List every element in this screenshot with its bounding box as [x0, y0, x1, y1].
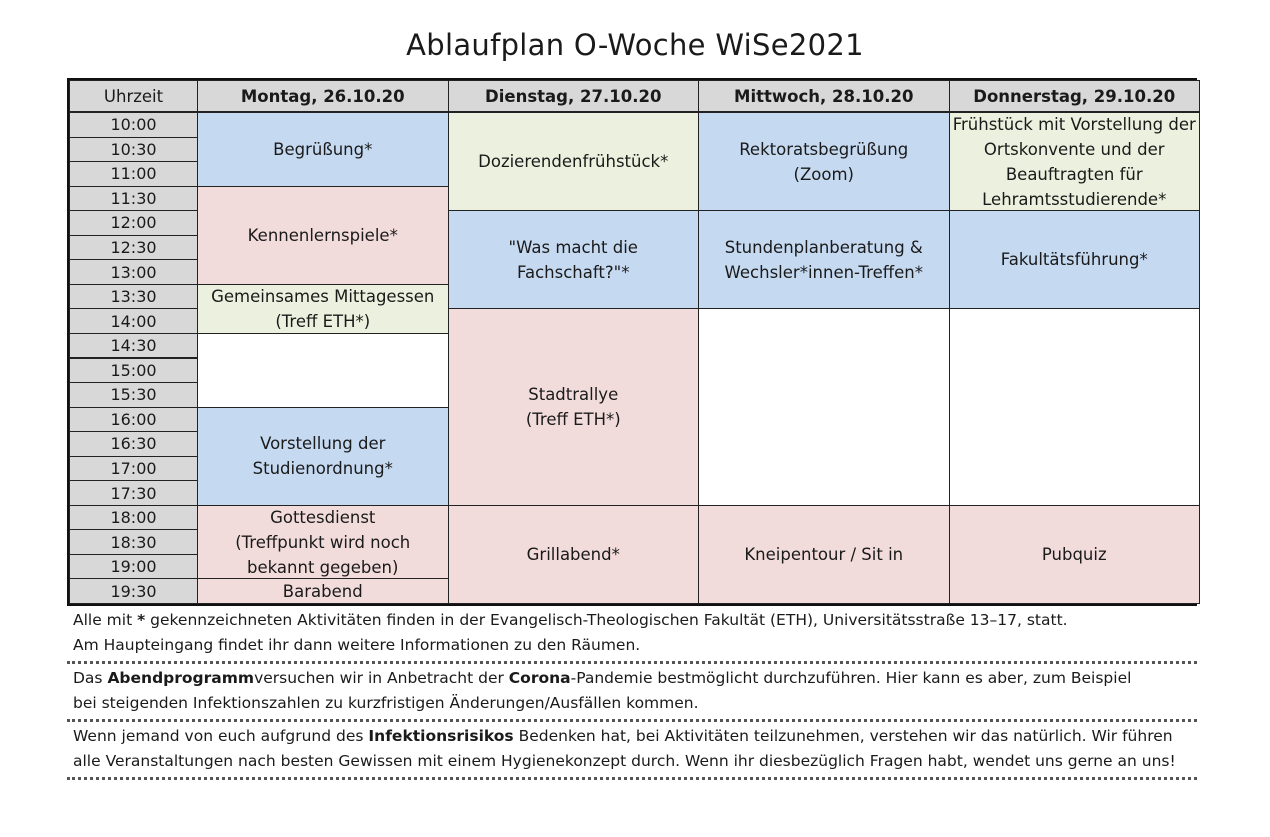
time-slot	[69, 358, 198, 384]
time-slot	[69, 235, 198, 261]
event-cell-label: Begrüßung*	[273, 139, 373, 159]
event-cell-label: Rektoratsbegrüßung (Zoom)	[739, 139, 909, 184]
time-slot-label: 18:30	[110, 532, 157, 552]
time-slot	[69, 431, 198, 457]
time-slot-label: 11:30	[110, 188, 157, 208]
event-cell	[949, 505, 1201, 604]
note-text: Alle mit	[73, 611, 138, 629]
event-cell-label: Barabend	[282, 581, 363, 601]
time-slot	[69, 578, 198, 604]
time-slot	[69, 382, 198, 408]
event-cell-label: Frühstück mit Vorstellung der Ortskonvente und der Beauftragten für Lehramtsstudierende*	[952, 114, 1196, 209]
day-header-0-label: Montag, 26.10.20	[240, 86, 405, 106]
note-text: Am Haupteingang findet ihr dann weitere Informationen zu den Räumen.	[73, 636, 641, 654]
event-cell	[949, 112, 1201, 211]
note-infektionsrisiko	[67, 722, 1197, 780]
event-cell	[197, 505, 449, 580]
time-slot	[69, 210, 198, 236]
time-slot-label: 17:30	[110, 483, 157, 503]
note-text: -Pandemie bestmöglicht durchzuführen. Hier kann es aber, zum Beispiel	[570, 669, 1132, 687]
event-cell	[448, 112, 700, 211]
event-cell	[698, 210, 950, 309]
time-slot-label: 13:30	[110, 287, 157, 307]
time-slot	[69, 480, 198, 506]
day-header-2	[698, 80, 950, 112]
event-cell-label: Fakultätsführung*	[1000, 250, 1148, 270]
time-slot	[69, 112, 198, 138]
event-cell-label: Vorstellung der Studienordnung*	[252, 434, 393, 479]
event-cell-label: Grillabend*	[526, 544, 620, 564]
note-text: Das	[73, 669, 108, 687]
time-slot-label: 18:00	[110, 508, 157, 528]
note-bold: Infektionsrisikos	[368, 727, 514, 745]
event-cell	[197, 186, 449, 285]
note-bold: Corona	[508, 669, 571, 687]
time-slot-label: 15:30	[110, 385, 157, 405]
time-slot	[69, 407, 198, 433]
day-header-3-label: Donnerstag, 29.10.20	[973, 86, 1176, 106]
time-slot	[69, 259, 198, 285]
day-header-0	[197, 80, 449, 112]
event-cell-label: Stundenplanberatung & Wechsler*innen-Treffen*	[724, 237, 923, 282]
event-cell-label: "Was macht die Fachschaft?"*	[508, 237, 638, 282]
time-slot-label: 16:30	[110, 434, 157, 454]
event-cell	[197, 333, 449, 408]
event-cell-label: Gemeinsames Mittagessen (Treff ETH*)	[211, 286, 435, 331]
event-cell	[698, 112, 950, 211]
time-slot-label: 11:00	[110, 164, 157, 184]
event-cell-label: Gottesdienst (Treffpunkt wird noch bekannt gegeben)	[235, 507, 411, 577]
time-slot-label: 15:00	[110, 360, 157, 380]
time-slot-label: 13:00	[110, 262, 157, 282]
event-cell-label: Dozierendenfrühstück*	[478, 152, 669, 172]
time-slot	[69, 284, 198, 310]
note-abendprogramm	[67, 664, 1197, 722]
time-slot	[69, 137, 198, 163]
time-slot-label: 12:30	[110, 238, 157, 258]
event-cell-label: Pubquiz	[1041, 544, 1107, 564]
day-header-3	[949, 80, 1201, 112]
time-slot	[69, 529, 198, 555]
time-slot-label: 17:00	[110, 458, 157, 478]
event-cell	[698, 505, 950, 604]
event-cell	[949, 308, 1201, 505]
time-slot-label: 14:00	[110, 311, 157, 331]
schedule-table	[67, 78, 1197, 606]
note-bold: Abendprogramm	[107, 669, 255, 687]
time-slot	[69, 456, 198, 482]
note-text: Wenn jemand von euch aufgrund des	[73, 727, 369, 745]
time-column-header-label: Uhrzeit	[103, 86, 164, 106]
time-slot-label: 19:00	[110, 557, 157, 577]
event-cell	[448, 210, 700, 309]
time-slot-label: 10:00	[110, 115, 157, 135]
event-cell	[197, 284, 449, 334]
notes-section	[67, 606, 1197, 780]
note-eth-location	[67, 606, 1197, 664]
time-slot	[69, 554, 198, 580]
day-header-1	[448, 80, 700, 112]
time-slot	[69, 308, 198, 334]
event-cell	[448, 308, 700, 505]
note-asterisk: *	[137, 611, 146, 629]
day-header-1-label: Dienstag, 27.10.20	[485, 86, 662, 106]
time-slot-label: 12:00	[110, 213, 157, 233]
event-cell	[949, 210, 1201, 309]
time-slot-label: 19:30	[110, 581, 157, 601]
time-slot-label: 14:30	[110, 336, 157, 356]
day-header-2-label: Mittwoch, 28.10.20	[734, 86, 914, 106]
time-slot	[69, 333, 198, 359]
event-cell-label: Kneipentour / Sit in	[744, 544, 904, 564]
event-cell-label: Kennenlernspiele*	[247, 225, 398, 245]
time-slot-label: 10:30	[110, 139, 157, 159]
page-title: Ablaufplan O-Woche WiSe2021	[406, 28, 864, 62]
note-text: versuchen wir in Anbetracht der	[254, 669, 509, 687]
time-slot-label: 16:00	[110, 409, 157, 429]
time-column-header	[69, 80, 198, 112]
event-cell	[197, 407, 449, 506]
event-cell	[197, 112, 449, 187]
note-text: gekennzeichneten Aktivitäten finden in der Evangelisch-Theologischen Fakultät (ETH), Universitätsstraße 13–17, statt.	[145, 611, 1068, 629]
event-cell	[448, 505, 700, 604]
event-cell-label: Stadtrallye (Treff ETH*)	[525, 385, 621, 430]
time-slot	[69, 186, 198, 212]
time-slot	[69, 505, 198, 531]
event-cell	[698, 308, 950, 505]
event-cell	[197, 578, 449, 604]
time-slot	[69, 161, 198, 187]
note-text: Bedenken hat, bei Aktivitäten teilzunehmen, verstehen wir das natürlich. Wir führen alle Veranstaltungen nach besten Gewissen mit einem Hygienekonzept durch. Wenn ihr diesbezüglich Fragen habt, wendet uns gerne an uns!	[73, 727, 1176, 770]
note-text: bei steigenden Infektionszahlen zu kurzfristigen Änderungen/Ausfällen kommen.	[73, 694, 699, 712]
